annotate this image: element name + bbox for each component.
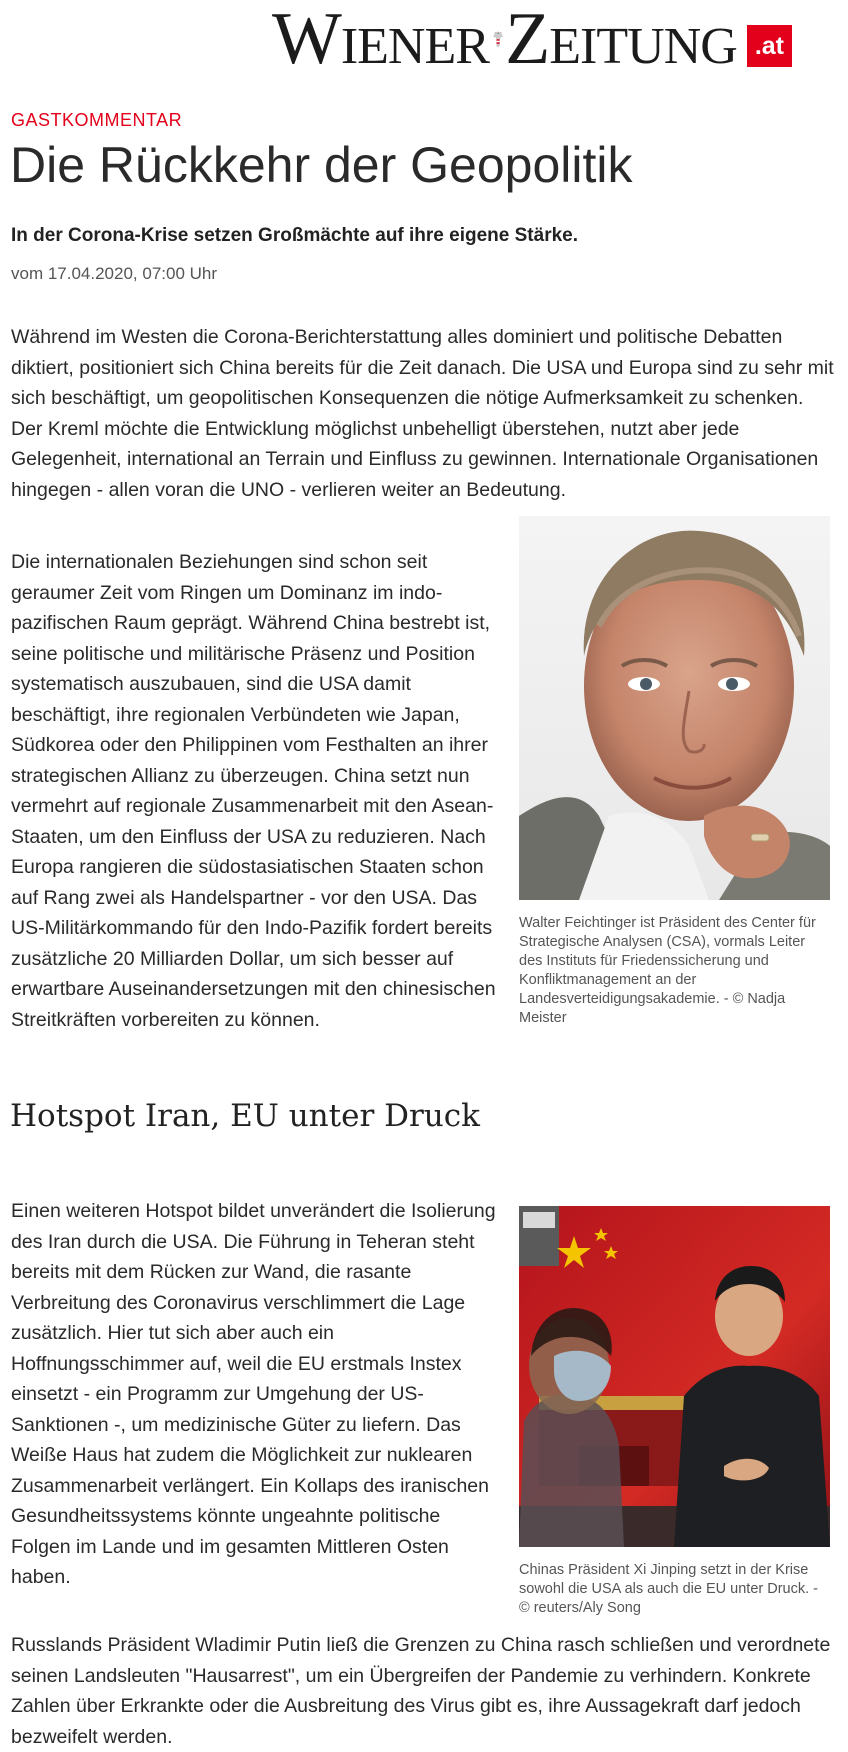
article-paragraph: Die internationalen Beziehungen sind schon seit geraumer Zeit vom Ringen um Dominanz im indo-pazifischen Raum geprägt. Während China bestrebt ist, seine politische und militärische Präsenz und Position systematisch auszubauen, sind die USA damit beschäftigt, ihre regionalen Verbündeten wie Japan, Südkorea oder den Philippinen vom Festhalten an ihrer strategischen Allianz zu überzeugen. China setzt nun vermehrt auf regionale Zusammenarbeit mit den Asean-Staaten, um den Einfluss der USA zu reduzieren. Nach Europa rangieren die südostasiatischen Staaten schon auf Rang zwei als Handelspartner - vor den USA. Das US-Militärkommando für den Indo-Pazifik fordert bereits zusätzliche 20 Milliarden Dollar, um sich besser auf erwartbare Auseinandersetzungen mit den chinesischen Streitkräften vorbereiten zu können.: [11, 551, 496, 1031]
article-paragraph: Während im Westen die Corona-Berichterstattung alles dominiert und politische Debatten diktiert, positioniert sich China bereits für die Zeit danach. Die USA und Europa sind zu sehr mit sich beschäftigt, um geopolitischen Konsequenzen die nötige Aufmerksamkeit zu schenken. Der Kreml möchte die Entwicklung möglichst unbehelligt überstehen, nutzt aber jede Gelegenheit, international an Terrain und Einfluss zu gewinnen. Internationale Organisationen hingegen - allen voran die UNO - verlieren weiter an Bedeutung.: [11, 326, 834, 501]
article-date: vom 17.04.2020, 07:00 Uhr: [11, 264, 218, 283]
logo-word-zeitung: Zeitung: [505, 0, 737, 80]
austrian-eagle-icon: [493, 10, 503, 68]
figure-caption: Walter Feichtinger ist Präsident des Center für Strategische Analysen (CSA), vormals Leiter des Instituts für Friedenssicherung und Konfliktmanagement an der Landesverteidigungsakademie. - © Nadja Meister: [519, 915, 816, 1026]
logo-at-badge[interactable]: .at: [747, 25, 792, 67]
article-paragraph: Russlands Präsident Wladimir Putin ließ die Grenzen zu China rasch schließen und verordnete seinen Landsleuten "Hausarrest", um ein Übergreifen der Pandemie zu verhindern. Konkrete Zahlen über Erkrankte oder die Ausbreitung des Virus gibt es, ihre Aussagekraft darf jedoch bezweifelt werden.: [11, 1634, 831, 1748]
logo-wordmark-2[interactable]: [505, 0, 737, 80]
author-photo-figure: [519, 516, 830, 1028]
news-photo-image[interactable]: [519, 1206, 830, 1547]
article-lead: In der Corona-Krise setzen Großmächte auf ihre eigene Stärke.: [11, 225, 578, 246]
author-portrait-image[interactable]: [519, 516, 830, 900]
logo-wordmark[interactable]: [272, 0, 489, 80]
news-photo-figure: [519, 1206, 830, 1618]
figure-caption: Chinas Präsident Xi Jinping setzt in der Krise sowohl die USA als auch die EU unter Druck. - © reuters/Aly Song: [519, 1562, 818, 1616]
masthead[interactable]: [272, 0, 792, 80]
article-paragraph: Einen weiteren Hotspot bildet unverändert die Isolierung des Iran durch die USA. Die Führung in Teheran steht bereits mit dem Rücken zur Wand, die rasante Verbreitung des Coronavirus verschlimmert die Lage zusätzlich. Hier tut sich aber auch ein Hoffnungsschimmer auf, weil die EU erstmals Instex einsetzt - ein Programm zur Umgehung der US-Sanktionen -, um medizinische Güter zu liefern. Das Weiße Haus hat zudem die Möglichkeit zur nuklearen Zusammenarbeit verlängert. Ein Kollaps des iranischen Gesundheitssystems könnte ungeahnte politische Folgen im Lande und im gesamten Mittleren Osten haben.: [11, 1200, 496, 1588]
section-subheading: Hotspot Iran, EU unter Druck: [10, 1098, 480, 1134]
article-title: Die Rückkehr der Geopolitik: [10, 137, 633, 193]
logo-word-wiener: Wiener: [272, 0, 489, 80]
article-kicker: GASTKOMMENTAR: [11, 110, 183, 130]
